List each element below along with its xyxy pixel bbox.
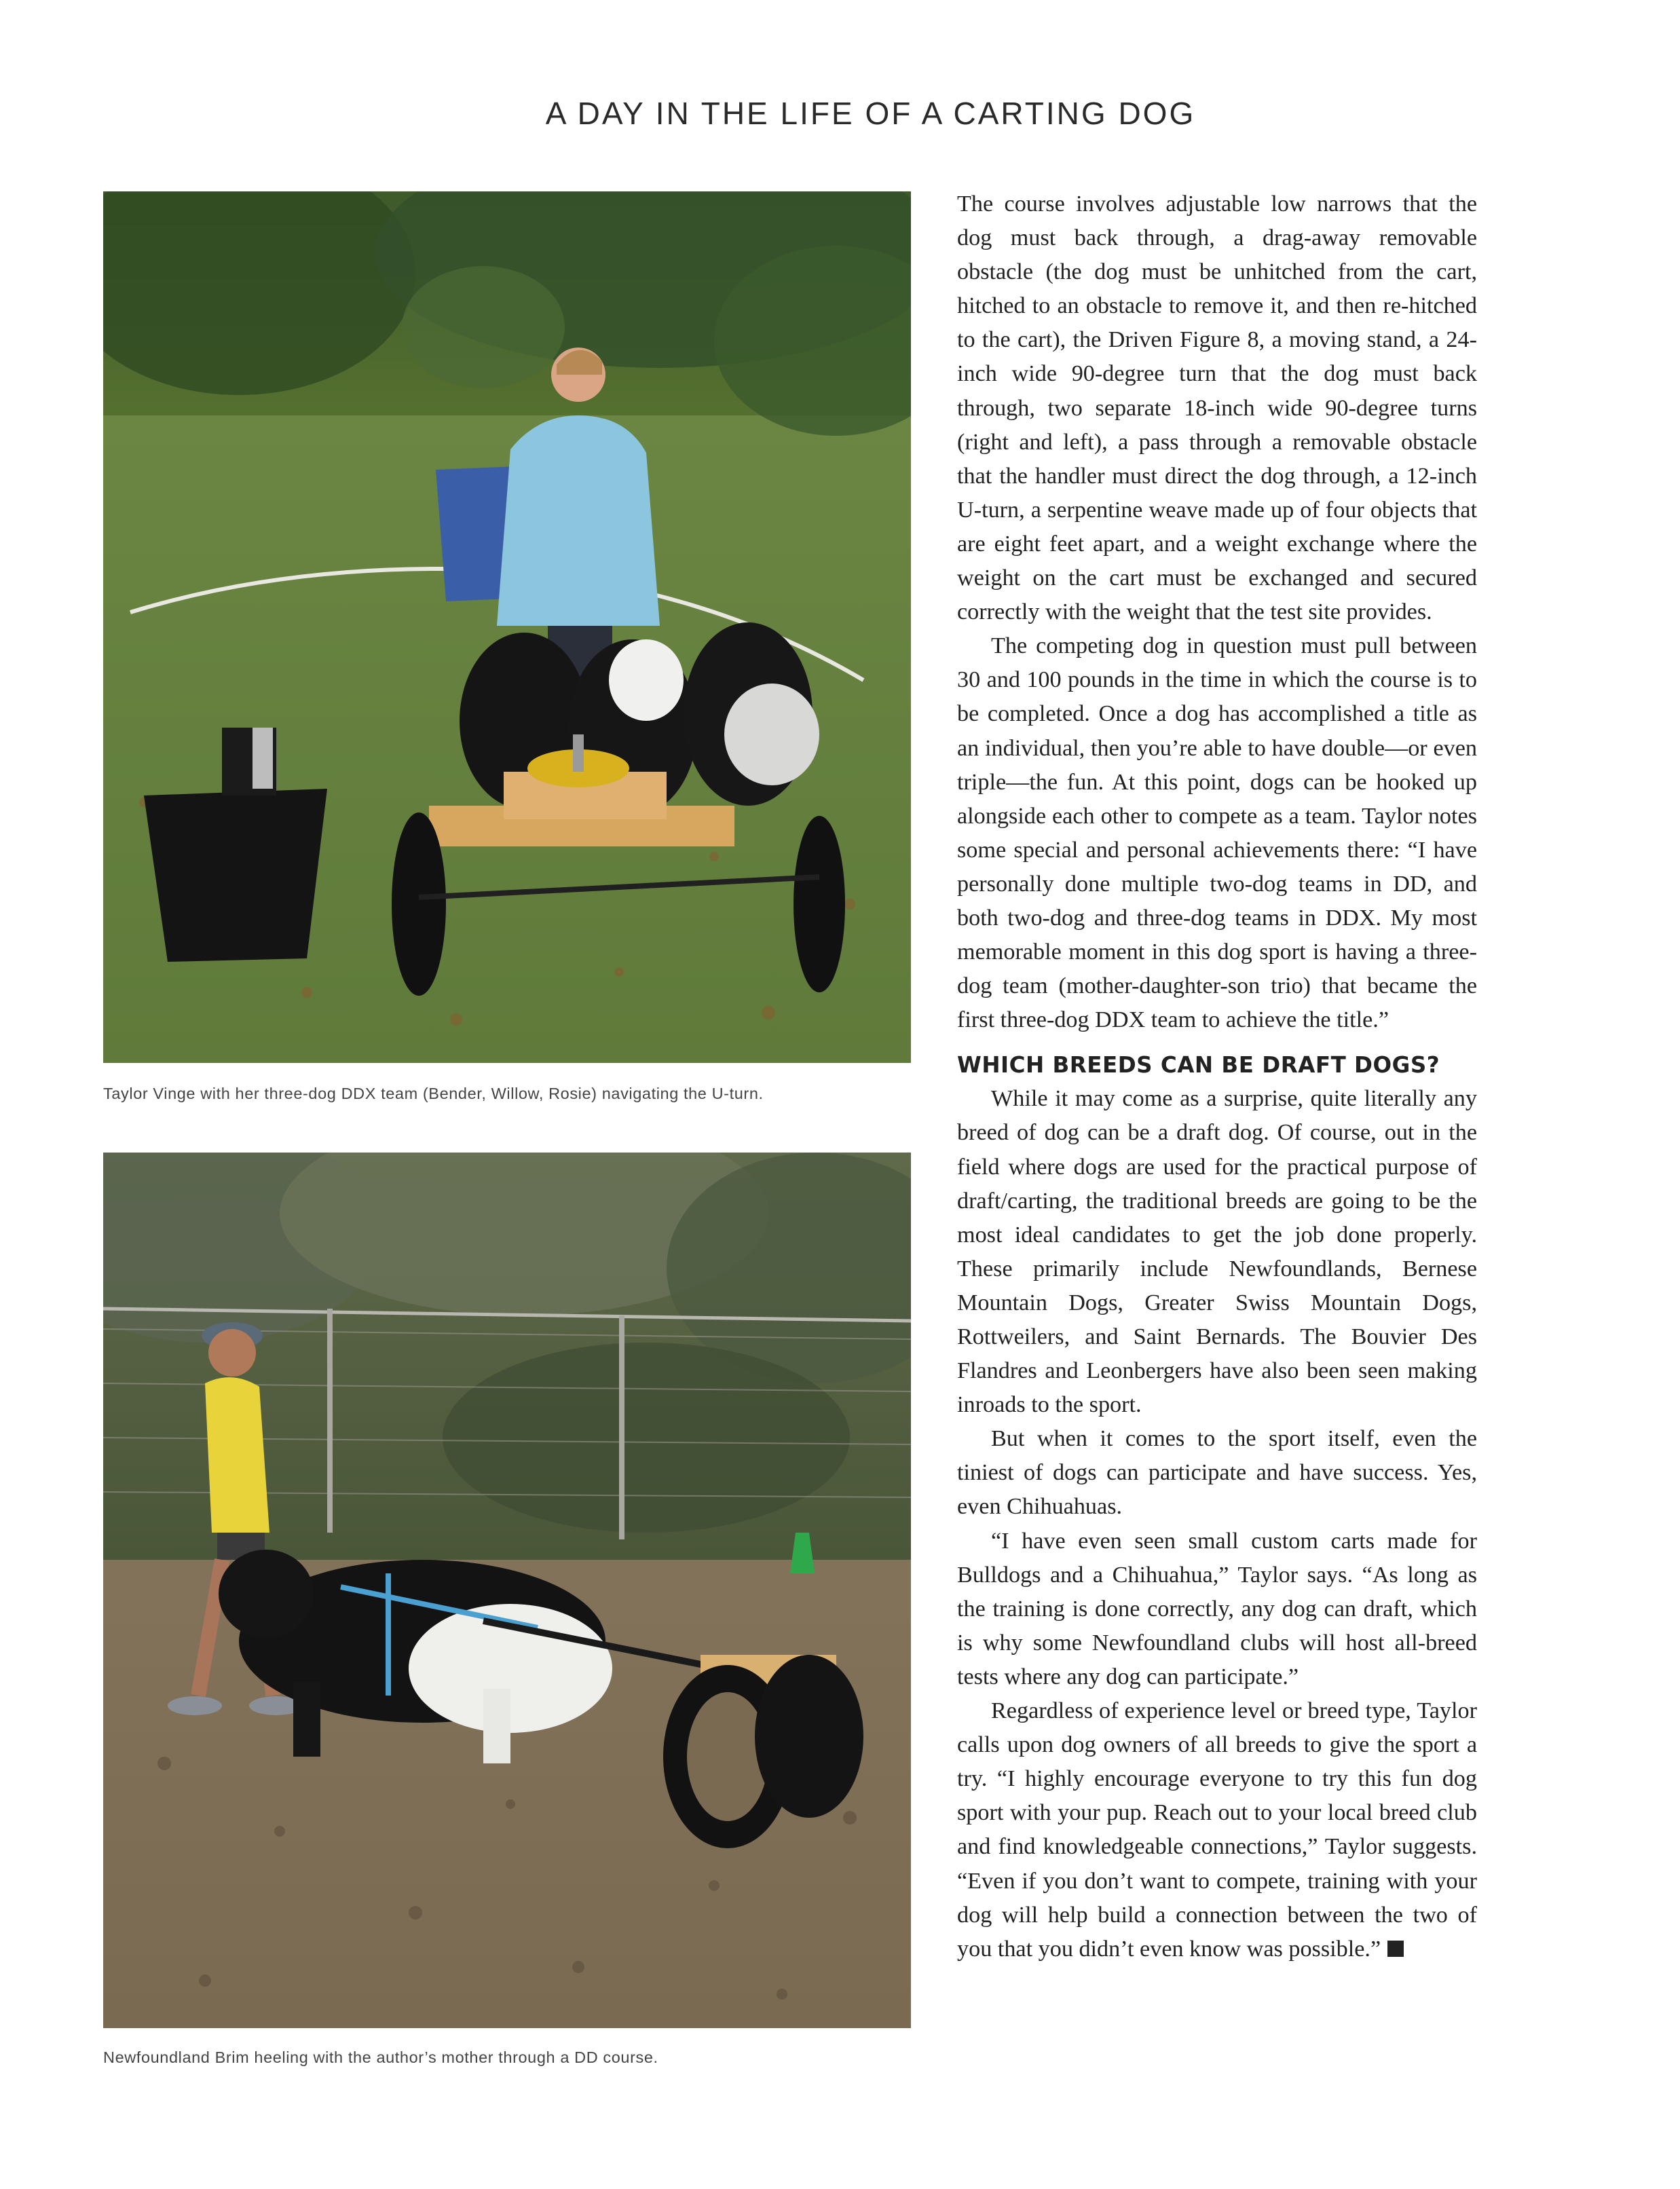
article-paragraph: The course involves adjustable low narrows that the dog must back through, a drag-away removable obstacle (the dog must be unhitched from the cart, hitched to an obstacle to remove it, and then re-hitched to the cart), the Driven Figure 8, a moving stand, a 24-inch wide 90-degree turn that the dog must back through, two separate 18-inch wide 90-degree turns (right and left), a pass through a removable obstacle that the handler must direct the dog through, a 12-inch U-turn, a serpentine weave made up of four objects that are eight feet apart, and a weight exchange where the weight on the cart must be exchanged and secured correctly with the weight that the test site provides.	[957, 191, 1477, 625]
section-heading: WHICH BREEDS CAN BE DRAFT DOGS?	[957, 1052, 1440, 1079]
article-column	[957, 187, 1477, 1966]
photo-caption-2: Newfoundland Brim heeling with the author’s mother through a DD course.	[103, 2048, 658, 2066]
photo-caption-1: Taylor Vinge with her three-dog DDX team (Bender, Willow, Rosie) navigating the U-turn.	[103, 1085, 764, 1102]
photo-three-dog-team	[103, 191, 911, 1063]
running-head: A DAY IN THE LIFE OF A CARTING DOG	[545, 96, 1196, 131]
end-mark-icon	[1387, 1941, 1404, 1957]
article-paragraph: The competing dog in question must pull between 30 and 100 pounds in the time in which the course is to be completed. Once a dog has accomplished a title as an individual, then you’re able to have double—or even triple—the fun. At this point, dogs can be hooked up alongside each other to compete as a team. Taylor notes some special and personal achievements there: “I have personally done multiple two-dog teams in DD, and both two-dog and three-dog teams in DDX. My most memorable moment in this dog sport is having a three-dog team (mother-daughter-son trio) that became the first three-dog DDX team to achieve the title.”	[957, 633, 1477, 1033]
article-paragraph-text: Regardless of experience level or breed type, Taylor calls upon dog owners of all breeds to give the sport a try. “I highly encourage everyone to try this fun dog sport with your pup. Reach out to your local breed club and find knowledgeable connections,” Taylor suggests. “Even if you don’t want to compete, training with your dog will help build a connection between the two of you that you didn’t even know was possible.”	[957, 1698, 1477, 1962]
photo-newfoundland-cart	[103, 1153, 911, 2028]
article-paragraph: While it may come as a surprise, quite literally any breed of dog can be a draft dog. Of course, out in the field where dogs are used for the practical purpose of draft/carting, the traditional breeds are going to be the most ideal candidates to get the job done properly. These primarily include Newfoundlands, Bernese Mountain Dogs, Greater Swiss Mountain Dogs, Rottweilers, and Saint Bernards. The Bouvier Des Flandres and Leonbergers have also been seen making inroads to the sport.	[957, 1086, 1477, 1418]
article-paragraph: “I have even seen small custom carts made for Bulldogs and a Chihuahua,” Taylor says. “As long as the training is done correctly, any dog can draft, which is why some Newfoundland clubs will host all-breed tests where any dog can participate.”	[957, 1528, 1477, 1689]
article-paragraph-last	[957, 1694, 1477, 1966]
article-paragraph: But when it comes to the sport itself, even the tiniest of dogs can participate and have success. Yes, even Chihuahuas.	[957, 1426, 1477, 1520]
